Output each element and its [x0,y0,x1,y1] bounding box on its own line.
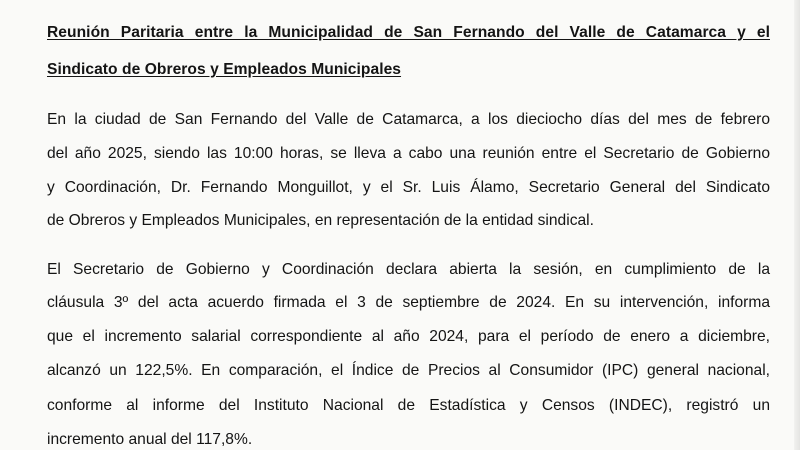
page-edge-shadow [794,0,800,450]
paragraph-2-line-3: que el incremento salarial correspondiente al año 2024, para el período de enero a diciembre, [47,328,770,345]
paragraph-1-line-3: y Coordinación, Dr. Fernando Monguillot, y el Sr. Luis Álamo, Secretario General del Sindicato [47,179,770,196]
paragraph-2-line-6: incremento anual del 117,8%. [47,431,253,448]
paragraph-2-line-5: conforme al informe del Instituto Nacional de Estadística y Censos (INDEC), registró un [47,397,770,414]
paragraph-2-line-2: cláusula 3º del acta acuerdo firmada el 3 de septiembre de 2024. En su intervención, informa [47,294,770,311]
paragraph-2-line-4: alcanzó un 122,5%. En comparación, el Índice de Precios al Consumidor (IPC) general nacional, [47,362,770,379]
paragraph-1-line-4: de Obreros y Empleados Municipales, en representación de la entidad sindical. [47,212,594,229]
paragraph-1-line-1: En la ciudad de San Fernando del Valle de Catamarca, a los dieciocho días del mes de febrero [47,111,770,128]
paragraph-1-line-2: del año 2025, siendo las 10:00 horas, se lleva a cabo una reunión entre el Secretario de Gobierno [47,145,770,162]
document-title-line-2: Sindicato de Obreros y Empleados Municipales [47,61,402,78]
document-title-line-1: Reunión Paritaria entre la Municipalidad de San Fernando del Valle de Catamarca y el [47,24,770,41]
paragraph-2-line-1: El Secretario de Gobierno y Coordinación declara abierta la sesión, en cumplimiento de la [47,261,770,278]
